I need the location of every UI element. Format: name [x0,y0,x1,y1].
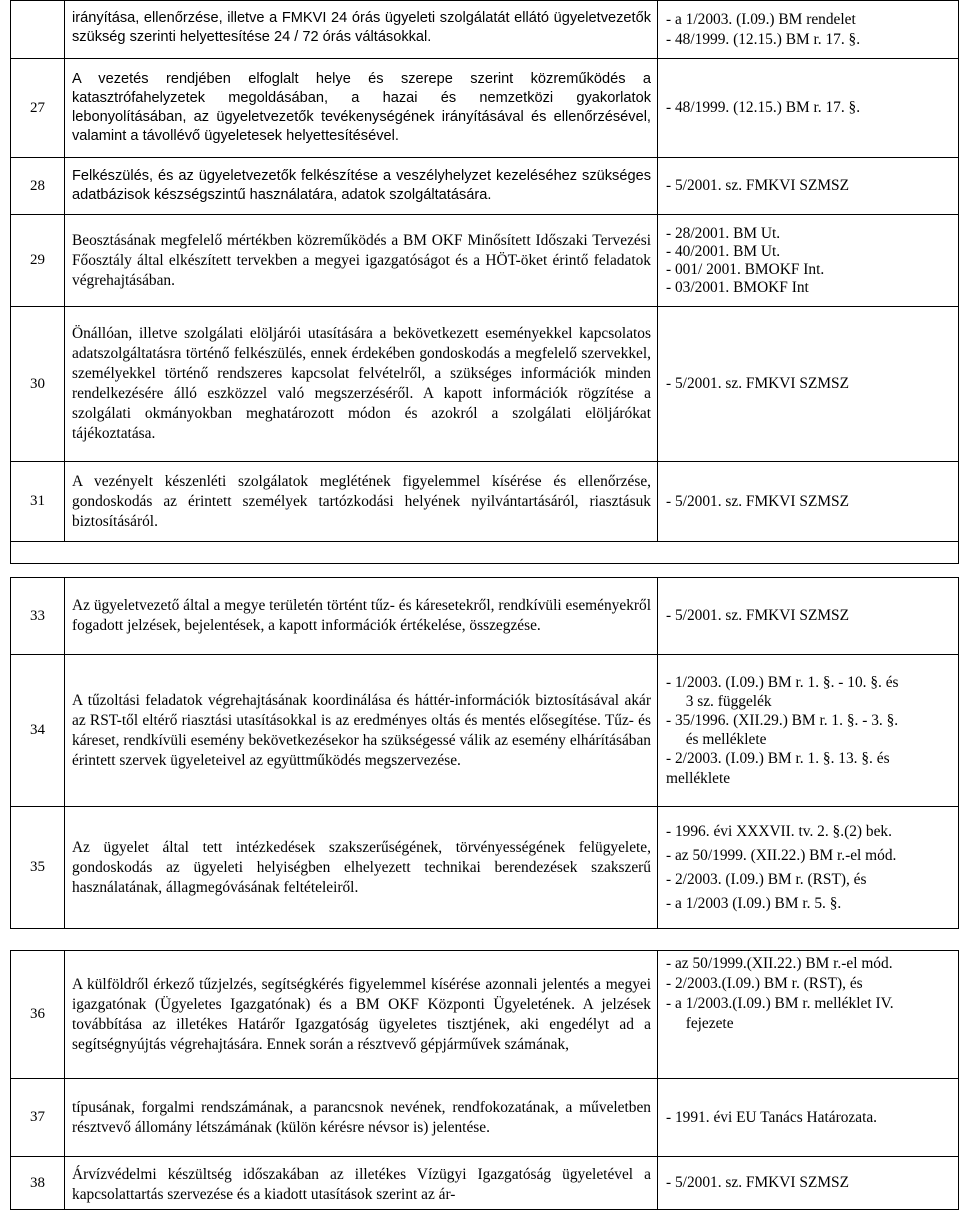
task-text: Az ügyeletvezető által a megye területén történt tűz- és káresetekről, rendkívüli eseményekről fogadott jelzések, bejelentések, a kapott információk értékelése, összegzése. [72,597,651,634]
reference-cell [658,1079,959,1157]
row-number: 31 [11,462,65,542]
row-number: 35 [11,807,65,929]
task-cell [65,1079,658,1157]
procedures-table-2 [10,577,959,929]
task-text: típusának, forgalmi rendszámának, a parancsnok nevének, rendfokozatának, a műveletben résztvevő állomány létszámának (külön kérésre névsor is) jelentése. [72,1098,651,1136]
reference-item: - a 1/2003.(I.09.) BM r. melléklet IV. [666,995,894,1012]
reference-cell [658,158,959,215]
procedures-table-3 [10,950,959,1210]
reference-item: - 5/2001. sz. FMKVI SZMSZ [666,492,849,510]
task-text: Felkészülés, és az ügyeletvezetők felkészítése a veszélyhelyzet kezeléséhez szükséges adatbázisok készségszintű használatára, adatok szolgáltatására. [72,168,651,203]
reference-cell [658,462,959,542]
reference-item: - az 50/1999.(XII.22.) BM r.-el mód. [666,955,893,972]
task-text: Árvízvédelmi készültség időszakában az illetékes Vízügyi Igazgatóság ügyeletével a kapcsolattartás szervezése és a kiadott utasítások szerint az ár- [72,1166,651,1203]
reference-item: - 2/2003. (I.09.) BM r. 1. §. 13. §. és [666,749,890,767]
table-row-spacer [11,542,959,564]
row-number: 29 [11,215,65,307]
reference-item: - 1/2003. (I.09.) BM r. 1. §. - 10. §. és [666,673,899,691]
row-number: 27 [11,59,65,158]
reference-item: - 40/2001. BM Ut. [666,242,781,260]
table-row [11,215,959,307]
reference-list [658,372,958,396]
task-cell [65,951,658,1079]
task-text: A tűzoltási feladatok végrehajtásának koordinálása és háttér-információk biztosításával akár az RST-től eltérő riasztási utasításokkal is az eredményes oltás és mentés elősegítése. Tűz- és káreset, rendkívüli esemény bekövetkezésekor ha szükségessé válik az esemény elhárításában érintett szervek ügyeleteivel az együttműködés megszervezése. [72,691,651,769]
reference-item: - 2/2003.(I.09.) BM r. (RST), és [666,975,863,992]
reference-cell [658,1,959,59]
row-number: 33 [11,578,65,655]
row-number [11,1,65,59]
reference-list [658,96,958,120]
task-cell [65,462,658,542]
reference-list [658,671,958,791]
reference-list [658,1106,958,1130]
reference-list [658,951,958,1036]
task-text: A vezetés rendjében elfoglalt helye és szerepe szerint közreműködés a katasztrófahelyzetek megoldásában, a hazai és nemzetközi gyakorlatok lebonyolításában, az ügyeletvezetők tevékenységének irányításával és ellenőrzésével, valamint a távollévő ügyeletesek helyettesítésével. [72,71,651,144]
reference-cell [658,59,959,158]
table-row [11,1157,959,1210]
row-number: 28 [11,158,65,215]
reference-item: - 2/2003. (I.09.) BM r. (RST), és [666,870,867,888]
task-cell [65,578,658,655]
reference-list [658,818,958,918]
task-cell [65,158,658,215]
task-text: A külföldről érkező tűzjelzés, segítségkérés figyelemmel kísérése azonnali jelentés a megyei igazgatónak (Ügyeletes Igazgatónak) és a BM OKF Központi Ügyeletének. A jelzések továbbítása az illetékes Határőr Igazgatóság ügyeletes tisztjének, aki engedélyt ad a segítségnyújtás végrehajtására. Ennek során a résztvevő gépjárművek számának, [72,975,651,1053]
reference-item: - 28/2001. BM Ut. [666,224,781,242]
table-row [11,951,959,1079]
table-row [11,59,959,158]
reference-item: - 48/1999. (12.15.) BM r. 17. §. [666,99,861,116]
row-number: 34 [11,655,65,807]
reference-item: és melléklete [678,730,767,748]
task-text: Beosztásának megfelelő mértékben közreműködés a BM OKF Minősített Időszaki Tervezési Főosztály által elkészített tervekben a megyei igazgatóságot és a HÖT-öket érintő feladatok végrehajtásában. [72,231,651,289]
row-number: 36 [11,951,65,1079]
task-cell [65,807,658,929]
reference-item: - 1991. évi EU Tanács Határozata. [666,1108,878,1126]
task-text: A vezényelt készenléti szolgálatok meglétének figyelemmel kísérése és ellenőrzése, gondoskodás az érintett személyek tartózkodási helyének nyilvántartásáról, riasztásuk biztosításáról. [72,472,651,530]
reference-item: melléklete [666,769,731,787]
reference-item: - 03/2001. BMOKF Int [666,278,809,296]
reference-item: - 5/2001. sz. FMKVI SZMSZ [666,1174,849,1191]
reference-item: - 35/1996. (XII.29.) BM r. 1. §. - 3. §. [666,711,899,729]
reference-item: - 48/1999. (12.15.) BM r. 17. §. [666,30,861,48]
reference-item: - az 50/1999. (XII.22.) BM r.-el mód. [666,846,897,864]
table-row [11,807,959,929]
reference-item: 3 sz. függelék [678,692,772,710]
task-cell [65,1157,658,1210]
row-number: 38 [11,1157,65,1210]
reference-item: - 5/2001. sz. FMKVI SZMSZ [666,607,849,624]
table-row [11,462,959,542]
reference-list [658,1171,958,1195]
reference-cell [658,807,959,929]
reference-list [658,604,958,628]
reference-cell [658,215,959,307]
task-text: irányítása, ellenőrzése, illetve a FMKVI 24 órás ügyeleti szolgálatát ellátó ügyeletvezetők szükség szerinti helyettesítése 24 / 72 órás váltásokkal. [72,9,651,45]
reference-item: - a 1/2003. (I.09.) BM rendelet [666,10,856,28]
reference-list [658,490,958,514]
reference-cell [658,655,959,807]
reference-list [658,174,958,198]
task-text: Önállóan, illetve szolgálati elöljárói utasítására a bekövetkezett eseményekkel kapcsolatos adatszolgáltatásra történő felkészülés, ennek érdekében gondoskodás a megfelelő szervekkel, személyekkel történő rendszeres kapcsolat felvételről, a szükséges információk minden rendelkezésére álló eszközzel való megszerzéséről. A kapott információk rögzítése a szolgálati okmányokban meghatározott módon és azokról a szolgálati elöljárókat tájékoztatása. [72,325,651,442]
table-row [11,1079,959,1157]
reference-item: - 1996. évi XXXVII. tv. 2. §.(2) bek. [666,822,892,840]
table-row [11,307,959,462]
reference-cell [658,307,959,462]
task-cell [65,307,658,462]
table-row [11,1,959,59]
reference-item: fejezete [678,1015,734,1032]
task-cell [65,215,658,307]
task-cell [65,655,658,807]
table-row [11,158,959,215]
table-row [11,655,959,807]
task-text: Az ügyelet által tett intézkedések szakszerűségének, törvényességének felügyelete, gondoskodás az ügyeleti helyiségben elhelyezett technikai berendezések szakszerű használatának, állagmegóvásának feltételeiről. [72,838,651,896]
table-row [11,578,959,655]
reference-cell [658,951,959,1079]
reference-item: - a 1/2003 (I.09.) BM r. 5. §. [666,894,842,912]
task-cell [65,59,658,158]
task-cell [65,1,658,59]
reference-item: - 5/2001. sz. FMKVI SZMSZ [666,177,849,194]
row-number: 37 [11,1079,65,1157]
reference-cell [658,1157,959,1210]
reference-item: - 001/ 2001. BMOKF Int. [666,260,825,278]
procedures-table-1 [10,0,959,564]
reference-list [658,223,958,299]
row-number: 30 [11,307,65,462]
reference-cell [658,578,959,655]
reference-list [658,8,958,52]
reference-item: - 5/2001. sz. FMKVI SZMSZ [666,375,849,392]
